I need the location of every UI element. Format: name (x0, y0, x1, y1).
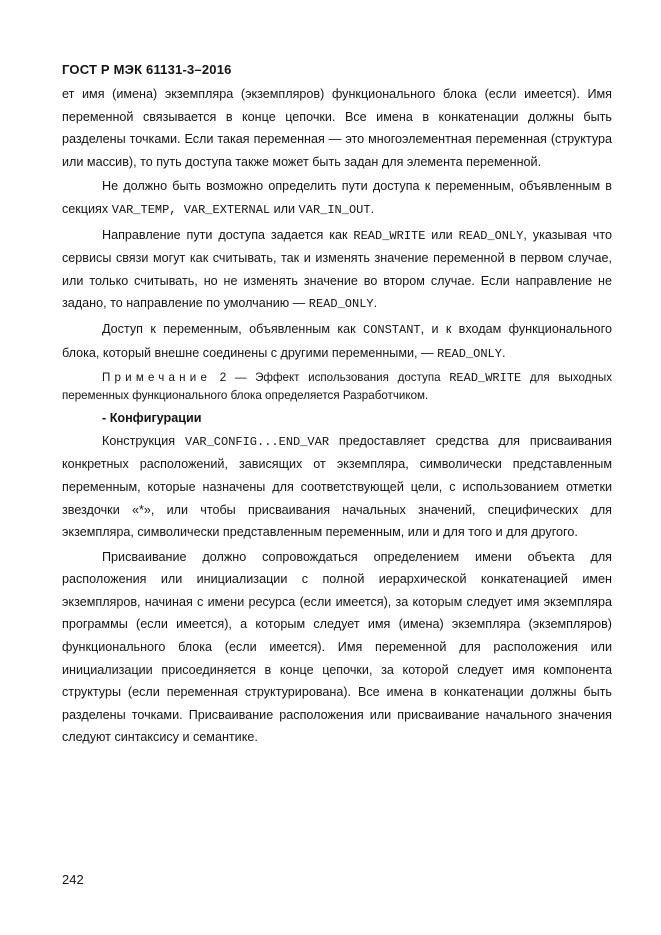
note-text: для выходных переменных функционального блока определяется Разработчиком. (62, 371, 612, 403)
paragraph-text: или (270, 201, 299, 216)
paragraph-var-config (62, 430, 612, 544)
paragraph-text: или (425, 227, 459, 242)
paragraph-access-paths (62, 175, 612, 221)
paragraph-text: Не должно быть возможно определить пути доступа к переменным, объявленным в секциях (62, 179, 612, 216)
code-term: VAR_TEMP, VAR_EXTERNAL (111, 202, 271, 217)
paragraph-text: Направление пути доступа задается как (102, 227, 354, 242)
code-term: READ_WRITE (353, 228, 426, 243)
code-term: READ_WRITE (449, 371, 522, 386)
paragraph-text: , указывая что сервисы связи могут как считывать, так и изменять значение переменной в первом случае, или только считывать, но не изменять значение во втором случае. Если направление не задано, то направление по умолчанию — (62, 227, 612, 311)
paragraph-text: . (370, 201, 375, 216)
document-header: ГОСТ Р МЭК 61131-3–2016 (62, 62, 232, 77)
paragraph-text: Конструкция (102, 433, 185, 448)
page-number: 242 (62, 872, 84, 887)
code-term: READ_ONLY (308, 297, 374, 312)
code-term: READ_ONLY (458, 228, 524, 243)
code-term: VAR_CONFIG...END_VAR (185, 434, 330, 449)
paragraph-assignment: Присваивание должно сопровождаться определением имени объекта для расположения или инициализации с полной иерархической конкатенацией имен экземпляров, начиная с имени ресурса (если имеется), за которым следует имя экземпляра программы (если имеется), а которым следует имя (имена) экземпляра (экземпляров) функционального блока (если имеется). Имя переменной для расположения или инициализации присоединяется в конце цепочки, за которой следует имя компонента структуры (если переменная структурирована). Все имена в конкатенации должны быть разделены точками. Присваивание расположения или присваивание начального значения следуют синтаксису и семантике. (62, 549, 612, 745)
paragraph-text: . (501, 345, 506, 360)
code-term: VAR_IN_OUT (298, 202, 371, 217)
paragraph-text: , и к входам функционального блока, который внешне соединены с другими переменными, — (62, 321, 612, 360)
section-heading: - Конфигурации (102, 411, 202, 426)
note-text: 2 — Эффект использования доступа (211, 371, 450, 385)
paragraph-text: предоставляет средства для присваивания конкретных расположений, зависящих от экземпляра, символически представленным переменным, которые назначены для соответствующей цели, с использованием отметки звездочки «*», или чтобы присваивания начальных значений, специфических для экземпляра, символически представленным переменным, или и для того и для другого. (62, 433, 612, 540)
code-term: CONSTANT (363, 322, 421, 337)
document-body (62, 83, 612, 749)
note-paragraph (62, 369, 612, 405)
paragraph-text: Доступ к переменным, объявленным как (102, 321, 363, 336)
note-label: Примечание (102, 371, 212, 385)
paragraph-constant-access (62, 318, 612, 365)
paragraph-continuation: ет имя (имена) экземпляра (экземпляров) функционального блока (если имеется). Имя переменной связывается в конце цепочки. Все имена в конкатенации должны быть разделены точками. Если такая переменная — это многоэлементная переменная (структура или массив), то путь доступа также может быть задан для элемента переменной. (62, 87, 612, 169)
paragraph-access-direction (62, 224, 612, 316)
paragraph-text: . (373, 296, 378, 311)
code-term: READ_ONLY (437, 346, 502, 361)
